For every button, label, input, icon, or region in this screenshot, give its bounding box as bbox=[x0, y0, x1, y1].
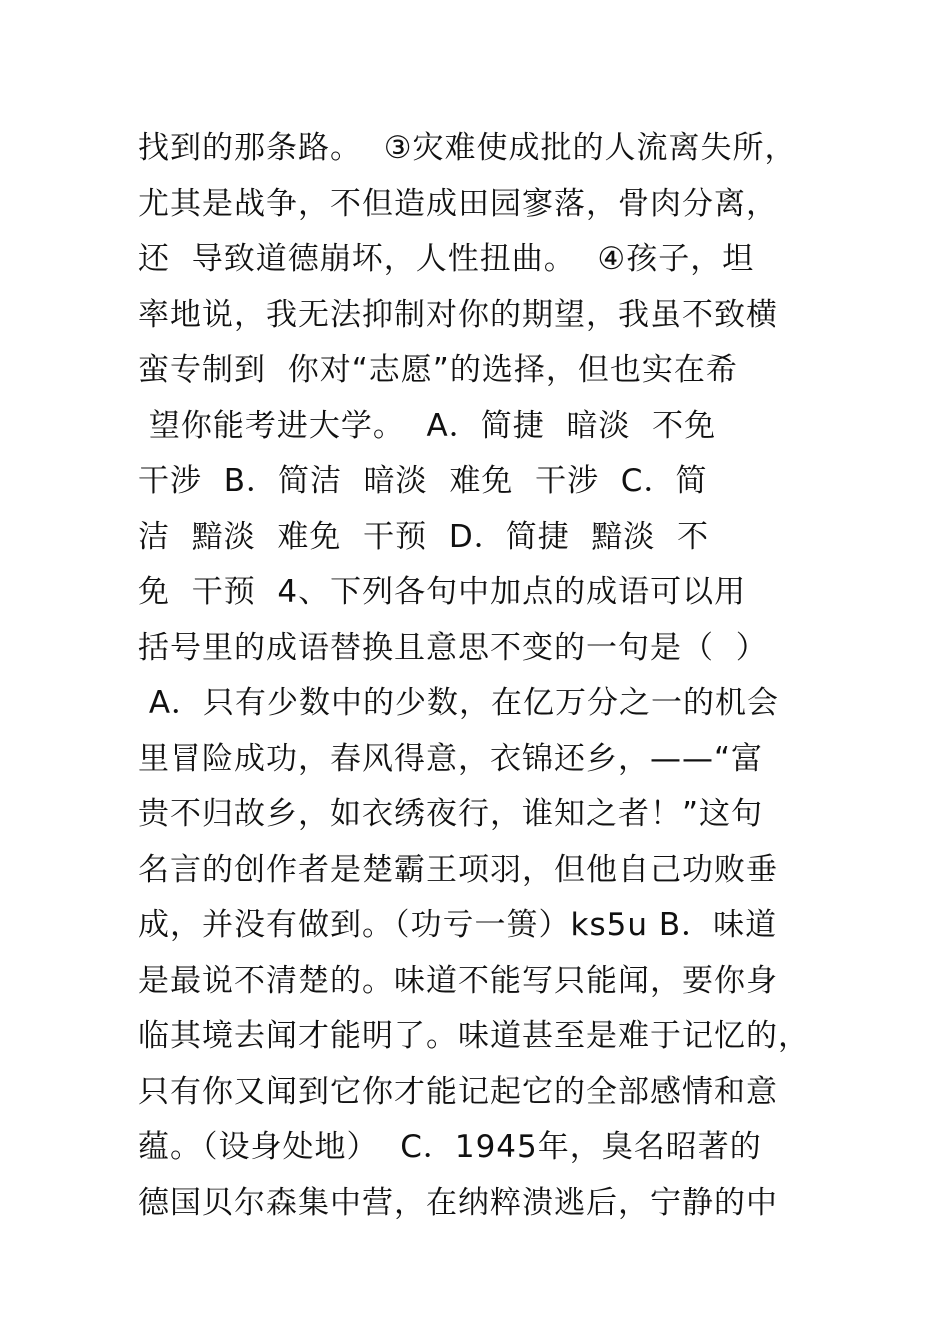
text-line: 找到的那条路。 ③灾难使成批的人流离失所， bbox=[138, 130, 797, 166]
text-line: 贵不归故乡，如衣绣夜行，谁知之者！”这句 bbox=[138, 796, 764, 832]
text-line: 里冒险成功，春风得意，衣锦还乡，——“富 bbox=[138, 740, 764, 777]
text-line: 洁 黯淡 难免 干预 D．简捷 黯淡 不 bbox=[138, 518, 710, 555]
text-line: 名言的创作者是楚霸王项羽，但他自己功败垂 bbox=[138, 851, 778, 888]
text-line: 成，并没有做到。（功亏一篑）ks5u B．味道 bbox=[138, 907, 778, 943]
text-line: 蕴。（设身处地） C．1945年，臭名昭著的 bbox=[138, 1129, 762, 1165]
text-line: 德国贝尔森集中营，在纳粹溃逃后，宁静的中 bbox=[138, 1184, 778, 1221]
text-line: 免 干预 4、下列各句中加点的成语可以用 bbox=[138, 574, 747, 610]
document-body bbox=[138, 121, 838, 1231]
text-line: 望你能考进大学。 A．简捷 暗淡 不免 bbox=[138, 407, 717, 444]
text-line: 尤其是战争，不但造成田园寥落，骨肉分离， bbox=[138, 185, 778, 222]
text-line: A．只有少数中的少数，在亿万分之一的机会 bbox=[138, 685, 780, 721]
text-line: 括号里的成语替换且意思不变的一句是（ ） bbox=[138, 629, 768, 666]
text-line: 是最说不清楚的。味道不能写只能闻，要你身 bbox=[138, 962, 778, 999]
text-line: 临其境去闻才能明了。味道甚至是难于记忆的， bbox=[138, 1018, 810, 1054]
text-line: 干涉 B．简洁 暗淡 难免 干涉 C．简 bbox=[138, 463, 708, 499]
text-line: 蛮专制到 你对“志愿”的选择，但也实在希 bbox=[138, 352, 738, 388]
text-line: 率地说，我无法抑制对你的期望，我虽不致横 bbox=[138, 296, 778, 333]
text-line: 还 导致道德崩坏，人性扭曲。 ④孩子，坦 bbox=[138, 241, 755, 277]
text-line: 只有你又闻到它你才能记起它的全部感情和意 bbox=[138, 1073, 778, 1110]
